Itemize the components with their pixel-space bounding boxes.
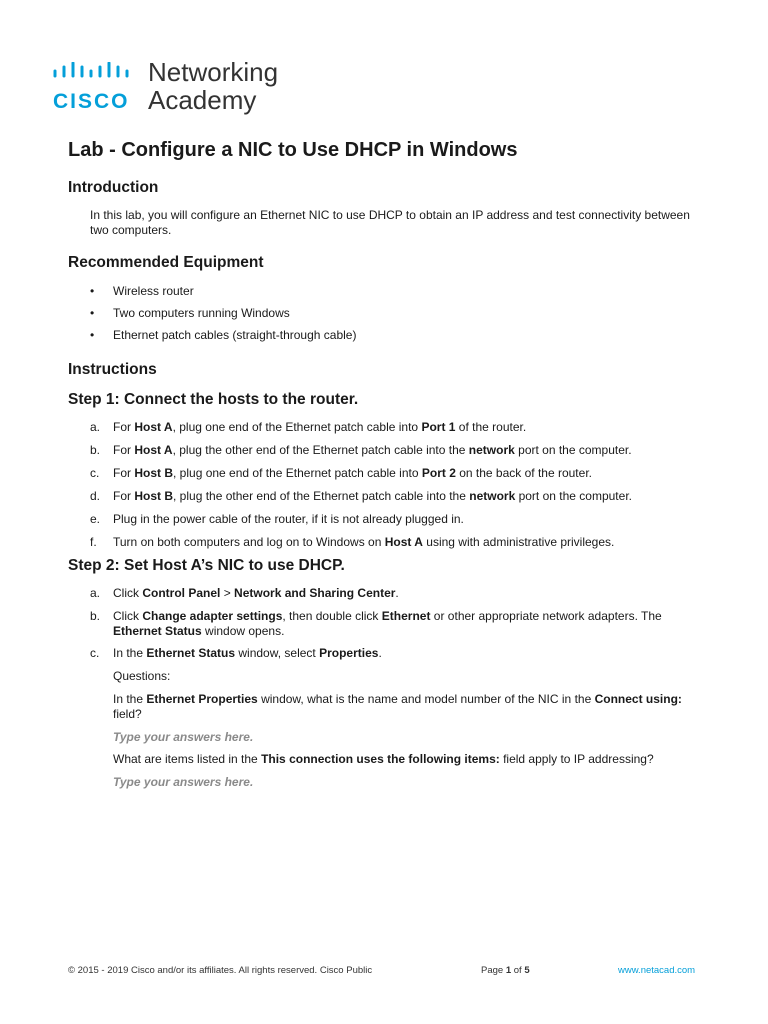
step1-item: For Host A, plug the other end of the Ethernet patch cable into the network port on the computer. xyxy=(113,443,632,457)
step1-heading: Step 1: Connect the hosts to the router. xyxy=(68,391,359,408)
step2-heading: Step 2: Set Host A’s NIC to use DHCP. xyxy=(68,557,345,574)
step1-letter: e. xyxy=(90,512,101,526)
logo-line-networking: Networking xyxy=(148,57,279,87)
page-prefix: Page xyxy=(481,965,506,976)
step2-letter: a. xyxy=(90,586,101,600)
step1-letter: d. xyxy=(90,489,101,503)
question-1: In the Ethernet Properties window, what is the name and model number of the NIC in the Connect using: field? xyxy=(113,692,682,721)
page-of: of xyxy=(511,965,525,976)
bullet-icon: • xyxy=(90,284,95,298)
equipment-heading: Recommended Equipment xyxy=(68,254,264,271)
step1-item: Plug in the power cable of the router, if it is not already plugged in. xyxy=(113,512,464,526)
page-title: Lab - Configure a NIC to Use DHCP in Windows xyxy=(68,139,518,161)
bullet-icon: • xyxy=(90,328,95,342)
step2-item: Click Control Panel > Network and Sharing Center. xyxy=(113,586,399,600)
equipment-item: Two computers running Windows xyxy=(113,306,290,320)
bullet-icon: • xyxy=(90,306,95,320)
step1-item: Turn on both computers and log on to Windows on Host A using with administrative privileges. xyxy=(113,535,615,549)
answer-field-2[interactable]: Type your answers here. xyxy=(113,775,254,789)
step1-item: For Host B, plug the other end of the Ethernet patch cable into the network port on the computer. xyxy=(113,489,632,503)
step1-letter: f. xyxy=(90,535,97,549)
page-total: 5 xyxy=(524,965,530,976)
footer-page-number xyxy=(481,965,530,976)
step2-letter: c. xyxy=(90,646,100,660)
step1-letter: b. xyxy=(90,443,101,457)
footer-copyright: © 2015 - 2019 Cisco and/or its affiliates. All rights reserved. Cisco Public xyxy=(68,965,373,976)
footer-url-link[interactable]: www.netacad.com xyxy=(618,965,696,976)
cisco-bars-icon xyxy=(53,62,143,78)
intro-text: In this lab, you will configure an Ethernet NIC to use DHCP to obtain an IP address and test connectivity between two computers. xyxy=(90,208,690,237)
step2-item: Click Change adapter settings, then double click Ethernet or other appropriate network adapters. The Ethernet Status window opens. xyxy=(113,609,662,638)
cisco-wordmark: CISCO xyxy=(53,90,130,113)
instructions-heading: Instructions xyxy=(68,361,157,378)
step1-item: For Host A, plug one end of the Ethernet patch cable into Port 1 of the router. xyxy=(113,420,527,434)
step1-item: For Host B, plug one end of the Ethernet patch cable into Port 2 on the back of the router. xyxy=(113,466,592,480)
logo-line-academy: Academy xyxy=(148,85,257,115)
step2-letter: b. xyxy=(90,609,101,623)
equipment-item: Ethernet patch cables (straight-through cable) xyxy=(113,328,357,342)
step1-letter: a. xyxy=(90,420,101,434)
equipment-item: Wireless router xyxy=(113,284,194,298)
step1-letter: c. xyxy=(90,466,100,480)
answer-field-1[interactable]: Type your answers here. xyxy=(113,730,254,744)
intro-heading: Introduction xyxy=(68,179,159,196)
step2-item: In the Ethernet Status window, select Properties. xyxy=(113,646,382,660)
page-current: 1 xyxy=(505,965,512,976)
questions-label: Questions: xyxy=(113,669,171,683)
question-2: What are items listed in the This connection uses the following items: field apply to IP addressing? xyxy=(113,752,654,766)
logo-title xyxy=(148,58,278,114)
